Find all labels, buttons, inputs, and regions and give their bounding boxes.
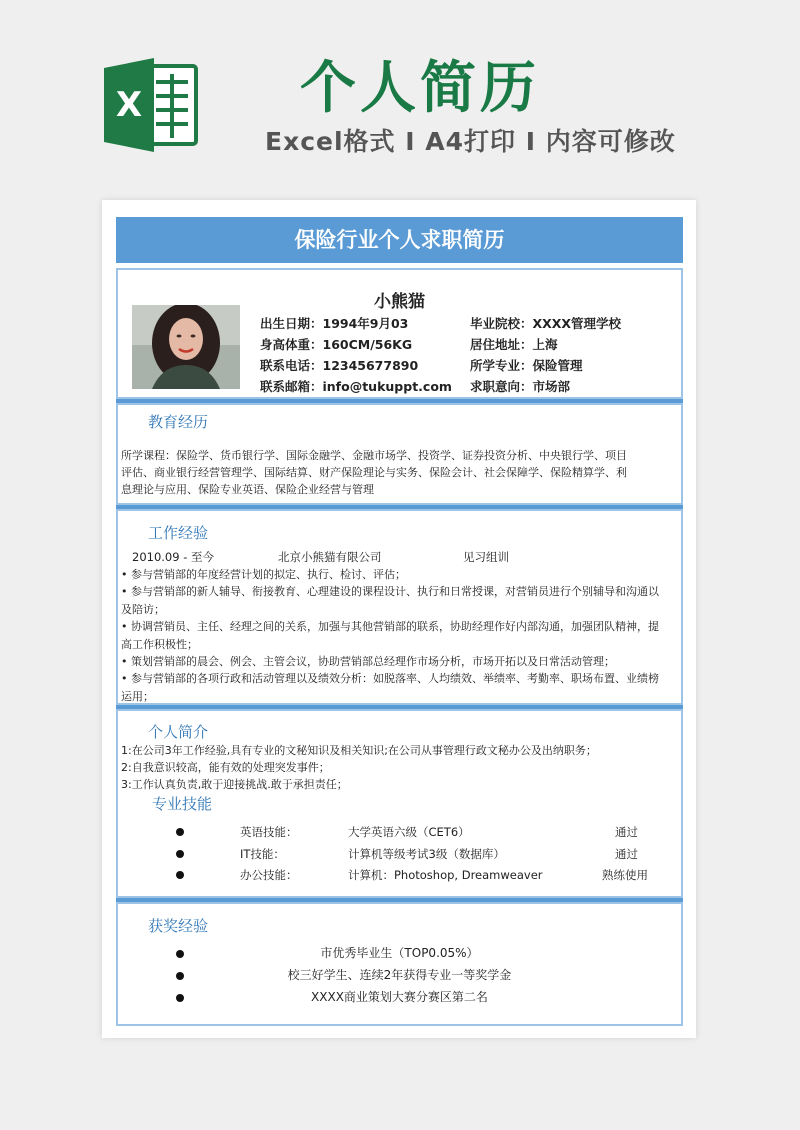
skill-name: 英语技能： [240,825,298,839]
resume-page [102,200,696,1038]
bullet-icon [176,871,184,879]
work-line: 高工作积极性； [121,637,198,651]
bullet-icon [176,828,184,836]
banner-subtitle: Excel格式 I A4打印 I 内容可修改 [265,127,676,156]
profile-photo [132,305,240,389]
education-section [116,403,683,505]
excel-icon [104,58,200,152]
profile-line: 2:自我意识较高，能有效的处理突发事件； [121,761,330,774]
skill-name: IT技能： [240,847,285,861]
email: 联系邮箱：info@tukuppt.com [260,379,452,394]
banner [0,0,800,190]
work-period: 2010.09 - 至今 [132,550,215,564]
education-title: 教育经历 [148,413,209,431]
skills-title: 专业技能 [152,795,213,813]
birth-date: 出生日期：1994年9月03 [260,316,409,331]
resume-header: 保险行业个人求职简历 [116,217,683,263]
info-left-column [260,313,452,397]
height-weight: 身高体重：160CM/56KG [260,337,413,352]
basic-info-section [116,268,683,399]
work-line: 运用； [121,689,154,703]
work-line: 及陪访； [121,602,165,616]
address: 居住地址：上海 [470,337,558,352]
profile-section [116,709,683,898]
profile-title: 个人简介 [148,723,209,741]
education-line: 所学课程：保险学、货币银行学、国际金融学、金融市场学、投资学、证券投资分析、中央银行学、项目 [121,449,627,462]
profile-text [121,742,679,793]
work-line: • 策划营销部的晨会、例会、主管会议，协助营销部总经理作市场分析，市场开拓以及日常活动管理； [121,655,615,669]
award-item: XXXX商业策划大赛分赛区第二名 [311,990,488,1004]
skill-level: 熟练使用 [602,868,648,882]
banner-title: 个人简历 [300,56,540,121]
info-right-column [470,313,621,397]
excel-icon-letter: X [115,85,143,125]
work-duties [121,566,679,705]
school: 毕业院校：XXXX管理学校 [470,316,622,331]
skill-name: 办公技能： [240,868,298,882]
award-item: 校三好学生、连续2年获得专业一等奖学金 [287,968,512,982]
portrait-image [132,305,240,389]
profile-line: 3:工作认真负责,敢于迎接挑战.敢于承担责任； [121,778,348,791]
awards-section [116,902,683,1026]
profile-line: 1:在公司3年工作经验,具有专业的文秘知识及相关知识;在公司从事管理行政文秘办公及出纳职务； [121,744,597,757]
candidate-name: 小熊猫 [374,292,425,312]
work-line: • 参与营销部的新人辅导、衔接教育、心理建设的课程设计、执行和日常授课，对营销员进行个别辅导和沟通以 [121,585,659,599]
award-item: 市优秀毕业生（TOP0.05%） [320,946,479,960]
awards-title: 获奖经验 [148,917,209,935]
skill-level: 通过 [615,825,638,839]
education-line: 息理论与应用、保险专业英语、保险企业经营与管理 [121,483,374,496]
work-line: • 参与营销部的年度经营计划的拟定、执行、检讨、评估； [121,568,406,581]
work-title: 工作经验 [148,524,209,542]
skill-detail: 计算机：Photoshop, Dreamweaver [348,868,543,882]
education-text [121,447,679,498]
major: 所学专业：保险管理 [470,358,583,373]
work-line: • 协调营销员、主任、经理之间的关系，加强与其他营销部的联系，协助经理作好内部沟通，加强团队精神，提 [121,620,659,634]
job-intention: 求职意向：市场部 [470,379,571,394]
work-role: 见习组训 [463,550,509,564]
work-section [116,509,683,705]
work-line: • 参与营销部的各项行政和活动管理以及绩效分析：如脱落率、人均绩效、举绩率、考勤率、职场布置、业绩榜 [121,672,659,686]
work-company: 北京小熊猫有限公司 [278,550,382,564]
skill-detail: 大学英语六级（CET6） [348,825,470,839]
bullet-icon [176,850,184,858]
skill-level: 通过 [615,847,638,861]
education-line: 评估、商业银行经营管理学、国际结算、财产保险理论与实务、保险会计、社会保障学、保险精算学、利 [121,466,627,479]
phone: 联系电话：12345677890 [260,358,419,373]
skill-detail: 计算机等级考试3级（数据库） [348,847,505,861]
